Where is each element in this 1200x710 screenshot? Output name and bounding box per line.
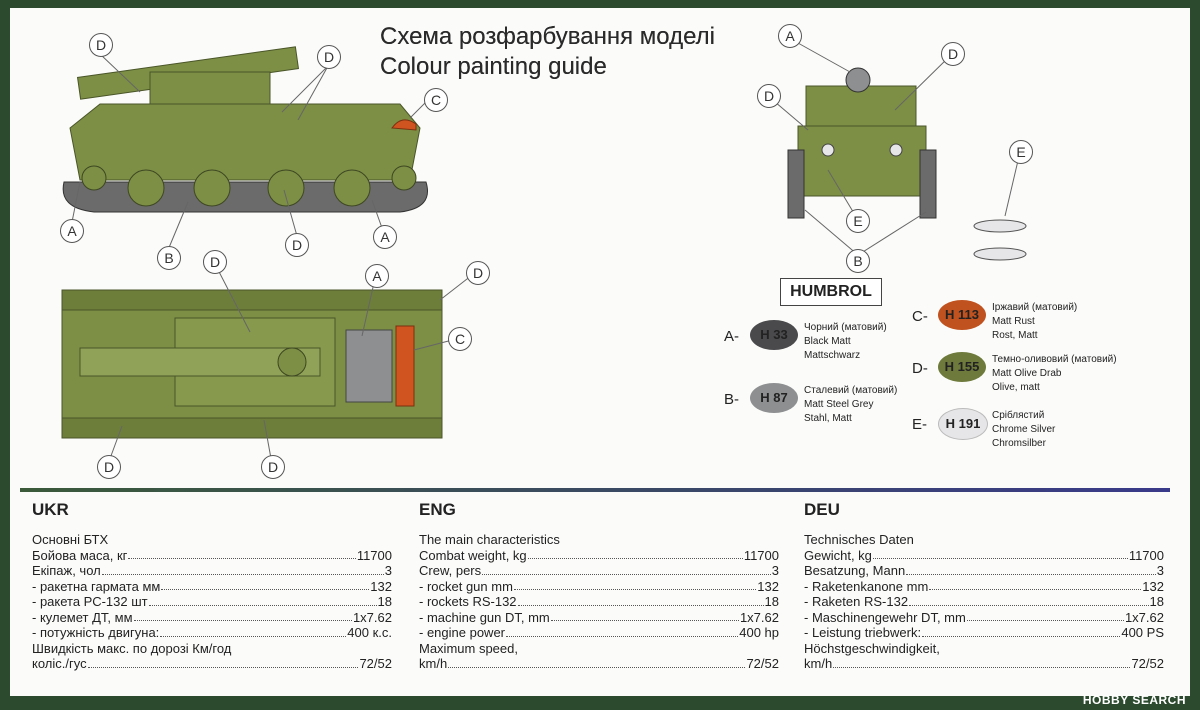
spec-name: Екіпаж, чол <box>32 563 101 578</box>
callout-a-side-front: A <box>60 219 84 243</box>
callout-d-top-bottom-right: D <box>261 455 285 479</box>
spec-name: - Raketen RS-132 <box>804 594 909 609</box>
spec-name: - machine gun DT, mm <box>419 609 550 625</box>
paint-letter: E- <box>912 416 927 433</box>
paint-name-ukr: Іржавий (матовий) <box>992 302 1078 313</box>
spec-name: - engine power <box>419 625 505 640</box>
dot-leader <box>161 579 369 591</box>
section-heading-ukr: UKR <box>32 500 69 519</box>
paint-letter: B- <box>724 391 739 408</box>
paint-description <box>992 301 1162 343</box>
spec-name: - ракетна гармата мм <box>32 578 161 594</box>
dot-leader <box>506 625 738 637</box>
spec-value: 18 <box>764 594 779 609</box>
spec-row <box>419 625 779 641</box>
paint-chip-h87: H 87 <box>750 383 798 413</box>
spec-row <box>804 594 1164 610</box>
section-heading-deu: DEU <box>804 500 840 519</box>
spec-name: - кулемет ДТ, мм <box>32 609 133 625</box>
dot-leader <box>134 610 352 622</box>
callout-d-side-bottom: D <box>285 233 309 257</box>
paint-name-ukr: Сталевий (матовий) <box>804 385 898 396</box>
spec-name: - rockets RS-132 <box>419 594 517 609</box>
spec-row <box>804 610 1164 626</box>
rocket-illustrations <box>974 220 1026 260</box>
spec-name: - ракета РС-132 шт <box>32 594 148 609</box>
spec-value: 400 к.с. <box>347 625 392 640</box>
dot-leader <box>833 656 1130 668</box>
spec-name: - rocket gun mm <box>419 578 513 594</box>
spec-value: 1x7.62 <box>352 609 392 625</box>
dot-leader <box>873 548 1128 560</box>
dot-leader <box>929 579 1141 591</box>
spec-speed-label: Швидкість макс. по дорозі Км/год <box>32 640 232 656</box>
callout-d-top-right: D <box>466 261 490 285</box>
section-heading-eng: ENG <box>419 500 456 519</box>
spec-value: 132 <box>757 578 779 594</box>
callout-d-rear-left: D <box>757 84 781 108</box>
spec-speed-label: Höchstgeschwindigkeit, <box>804 640 940 656</box>
callout-c-top: C <box>448 327 472 351</box>
dot-leader <box>160 625 346 637</box>
dot-leader <box>906 563 1156 575</box>
spec-value: 11700 <box>743 547 779 563</box>
paint-chip-h113: H 113 <box>938 300 986 330</box>
dot-leader <box>482 563 771 575</box>
specs-deu <box>804 500 1164 672</box>
spec-value: 3 <box>771 563 779 578</box>
dot-leader <box>528 548 743 560</box>
spec-name: Combat weight, kg <box>419 547 527 563</box>
spec-row <box>804 548 1164 564</box>
dot-leader <box>448 656 745 668</box>
spec-name: Бойова маса, кг <box>32 547 128 563</box>
spec-name: - потужність двигуна: <box>32 625 160 640</box>
spec-row <box>419 594 779 610</box>
spec-name: Gewicht, kg <box>804 547 872 563</box>
spec-row <box>32 563 392 579</box>
spec-name: - Leistung triebwerk: <box>804 625 922 640</box>
dot-leader <box>149 594 377 606</box>
spec-value: 400 hp <box>739 625 779 640</box>
callout-d-top-left: D <box>203 250 227 274</box>
spec-value: 3 <box>1156 563 1164 578</box>
spec-name: - Maschinengewehr DT, mm <box>804 609 966 625</box>
paint-name-deu: Stahl, Matt <box>804 413 852 424</box>
spec-row <box>32 594 392 610</box>
callout-a-rear: A <box>778 24 802 48</box>
spec-name: - Raketenkanone mm <box>804 578 929 594</box>
dot-leader <box>102 563 384 575</box>
callout-d-rear-right: D <box>941 42 965 66</box>
dot-leader <box>514 579 756 591</box>
paint-name-ukr: Сріблястий <box>992 410 1045 421</box>
spec-row <box>419 563 779 579</box>
paint-letter: D- <box>912 360 928 377</box>
spec-value: 1x7.62 <box>1124 609 1164 625</box>
paint-name-eng: Matt Olive Drab <box>992 368 1062 379</box>
spec-speed-label: Maximum speed, <box>419 640 518 656</box>
spec-row <box>419 579 779 595</box>
spec-value: 1x7.62 <box>739 609 779 625</box>
dot-leader <box>88 656 359 668</box>
paint-name-deu: Olive, matt <box>992 382 1040 393</box>
spec-row <box>804 579 1164 595</box>
paint-name-deu: Rost, Matt <box>992 330 1038 341</box>
paint-chip-h33: H 33 <box>750 320 798 350</box>
spec-value: 11700 <box>1128 547 1164 563</box>
dot-leader <box>128 548 355 560</box>
callout-a-top: A <box>365 264 389 288</box>
spec-value: 132 <box>370 578 392 594</box>
specs-eng <box>419 500 779 672</box>
dot-leader <box>967 610 1124 622</box>
spec-name: km/h <box>419 656 448 671</box>
callout-d-side-top: D <box>89 33 113 57</box>
spec-value: 18 <box>1149 594 1164 609</box>
callout-a-side-rear: A <box>373 225 397 249</box>
spec-value: 72/52 <box>1131 656 1164 671</box>
spec-row <box>32 656 392 672</box>
specs-ukr <box>32 500 392 672</box>
spec-value: 72/52 <box>746 656 779 671</box>
paint-letter: A- <box>724 328 739 345</box>
spec-name: Besatzung, Mann <box>804 563 906 578</box>
paint-description <box>992 353 1162 395</box>
spec-value: 18 <box>377 594 392 609</box>
paint-name-eng: Matt Steel Grey <box>804 399 874 410</box>
title-ukrainian: Схема розфарбування моделі <box>380 23 715 50</box>
callout-e-rockets: E <box>1009 140 1033 164</box>
spec-row <box>32 625 392 641</box>
callout-d-side-hull: D <box>317 45 341 69</box>
spec-row <box>419 656 779 672</box>
spec-value: 132 <box>1142 578 1164 594</box>
spec-row <box>32 579 392 595</box>
spec-intro: The main characteristics <box>419 532 560 547</box>
callout-b-side: B <box>157 246 181 270</box>
spec-row <box>419 548 779 564</box>
spec-value: 400 PS <box>1121 625 1164 640</box>
paint-name-eng: Black Matt <box>804 336 851 347</box>
spec-value: 3 <box>384 563 392 578</box>
paint-name-ukr: Чорний (матовий) <box>804 322 887 333</box>
spec-row <box>804 563 1164 579</box>
callout-c-side: C <box>424 88 448 112</box>
spec-row <box>32 548 392 564</box>
dot-leader <box>922 625 1120 637</box>
watermark: HOBBY SEARCH <box>1082 693 1186 707</box>
spec-intro: Technisches Daten <box>804 532 914 547</box>
callout-d-top-bottom-left: D <box>97 455 121 479</box>
spec-name: km/h <box>804 656 833 671</box>
paint-name-ukr: Темно-оливовий (матовий) <box>992 354 1117 365</box>
humbrol-heading: HUMBROL <box>780 278 882 306</box>
top-view-illustration <box>62 290 442 438</box>
section-divider <box>20 488 1170 492</box>
callout-e-rear: E <box>846 209 870 233</box>
dot-leader <box>518 594 764 606</box>
spec-intro: Основні БТХ <box>32 532 109 547</box>
dot-leader <box>551 610 739 622</box>
spec-name: Crew, pers <box>419 563 482 578</box>
callout-b-rear: B <box>846 249 870 273</box>
paint-name-eng: Matt Rust <box>992 316 1035 327</box>
dot-leader <box>909 594 1148 606</box>
paint-name-deu: Mattschwarz <box>804 350 861 361</box>
title-english: Colour painting guide <box>380 53 607 80</box>
spec-value: 11700 <box>356 547 392 563</box>
spec-row <box>804 656 1164 672</box>
spec-row <box>419 610 779 626</box>
rear-view-illustration <box>788 68 936 218</box>
spec-name: колiс./гус <box>32 656 87 671</box>
paint-chip-h191: H 191 <box>938 408 988 440</box>
paint-name-eng: Chrome Silver <box>992 424 1056 435</box>
paint-description <box>992 409 1162 451</box>
spec-row <box>32 610 392 626</box>
paint-name-deu: Chromsilber <box>992 438 1046 449</box>
spec-value: 72/52 <box>359 656 392 671</box>
paint-chip-h155: H 155 <box>938 352 986 382</box>
paint-letter: C- <box>912 308 928 325</box>
spec-row <box>804 625 1164 641</box>
